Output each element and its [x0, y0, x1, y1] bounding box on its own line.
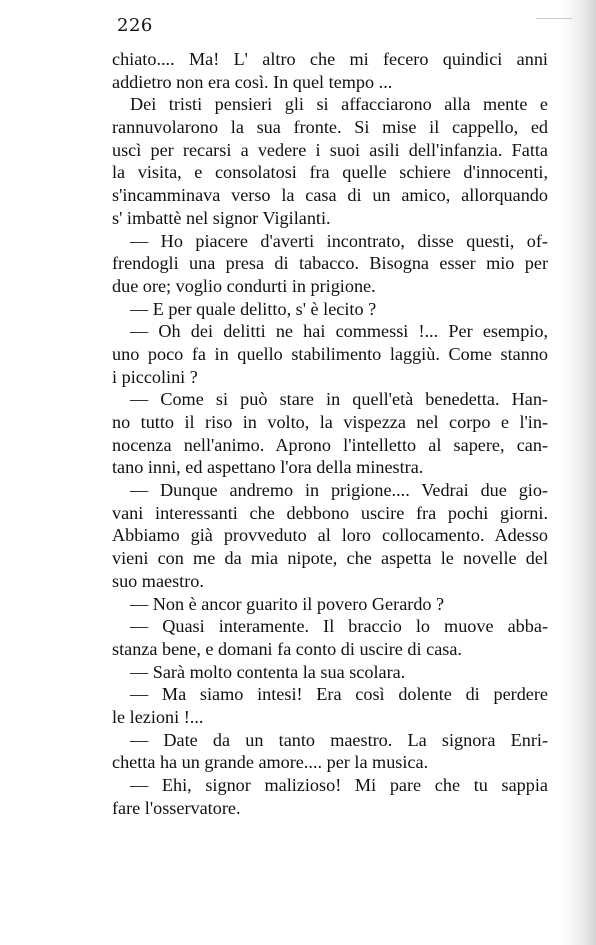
- text-line-28: — Sarà molto contenta la sua scolara.: [130, 661, 406, 682]
- paper-mark: [536, 18, 572, 19]
- text-line-17: no tutto il riso in volto, la vispezza nel corpo e l'in-: [112, 412, 548, 432]
- page-edge-shadow: [562, 0, 596, 945]
- text-line-14: uno poco fa in quello stabilimento laggiù. Come stanno: [112, 343, 548, 364]
- text-line-16: — Come si può stare in quell'età benedetta. Han-: [130, 389, 548, 410]
- text-line-13: — Oh dei delitti ne hai commessi !... Per esempio,: [130, 321, 548, 342]
- body-text: [112, 48, 548, 819]
- text-line-34: fare l'osservatore.: [112, 797, 241, 818]
- text-line-31: — Date da un tanto maestro. La signora Enri-: [130, 729, 548, 750]
- text-line-24: suo maestro.: [112, 570, 204, 591]
- text-line-27: stanza bene, e domani fa conto di uscire di casa.: [112, 638, 462, 659]
- text-line-26: — Quasi interamente. Il braccio lo muove abba-: [130, 616, 548, 637]
- text-line-29: — Ma siamo intesi! Era così dolente di perdere: [130, 684, 548, 705]
- text-line-5: uscì per recarsi a vedere i suoi asili dell'infanzia. Fatta: [112, 139, 548, 160]
- text-line-1: chiato.... Ma! L' altro che mi fecero quindici anni: [112, 49, 548, 69]
- text-line-12: — E per quale delitto, s' è lecito ?: [130, 298, 377, 319]
- text-line-2: addietro non era così. In quel tempo ...: [112, 71, 393, 92]
- text-line-18: nocenza nell'animo. Aprono l'intelletto al sapere, can-: [112, 434, 548, 455]
- text-line-9: — Ho piacere d'averti incontrato, disse questi, of-: [130, 230, 548, 251]
- text-line-3: Dei tristi pensieri gli si affacciarono alla mente e: [130, 94, 548, 115]
- text-line-11: due ore; voglio condurti in prigione.: [112, 275, 376, 296]
- text-line-7: s'incamminava verso la casa di un amico, allorquando: [112, 185, 548, 206]
- text-line-4: rannuvolarono la sua fronte. Si mise il cappello, ed: [112, 117, 548, 138]
- page-number: 226: [117, 15, 153, 36]
- text-line-15: i piccolini ?: [112, 366, 198, 387]
- text-line-33: — Ehi, signor malizioso! Mi pare che tu sappia: [130, 775, 548, 795]
- text-line-25: — Non è ancor guarito il povero Gerardo ?: [130, 593, 445, 614]
- text-line-10: frendogli una presa di tabacco. Bisogna esser mio per: [112, 253, 548, 274]
- text-line-30: le lezioni !...: [112, 706, 204, 727]
- text-line-19: tano inni, ed aspettano l'ora della minestra.: [112, 457, 424, 478]
- text-line-21: vani interessanti che debbono uscire fra pochi giorni.: [112, 502, 548, 523]
- text-line-32: chetta ha un grande amore.... per la musica.: [112, 752, 429, 773]
- text-line-6: la visita, e consolatosi fra quelle schiere d'innocenti,: [112, 162, 548, 183]
- text-line-8: s' imbattè nel signor Vigilanti.: [112, 207, 331, 228]
- text-line-20: — Dunque andremo in prigione.... Vedrai due gio-: [130, 480, 548, 501]
- text-line-23: vieni con me da mia nipote, che aspetta le novelle del: [112, 548, 548, 569]
- text-line-22: Abbiamo già provveduto al loro collocamento. Adesso: [112, 525, 548, 546]
